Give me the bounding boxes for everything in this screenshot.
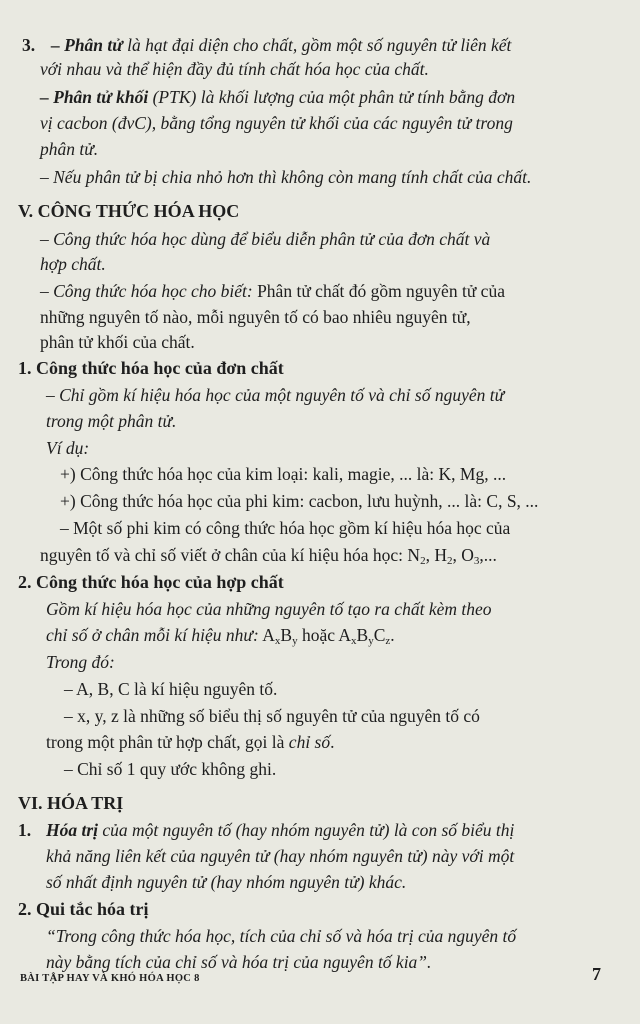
text: .	[330, 732, 335, 752]
compound-formula-line-1: Gồm kí hiệu hóa học của những nguyên tố tạo ra chất kèm theo	[46, 599, 492, 619]
text: (PTK) là khối lượng của một phân tử tính bằng đơn	[148, 87, 516, 107]
molecular-mass-line-2: vị cacbon (đvC), bằng tổng nguyên tử khối của các nguyên tử trong	[40, 113, 513, 133]
subscript: x	[351, 635, 357, 647]
molecule-division-note: – Nếu phân tử bị chia nhỏ hơn thì không còn mang tính chất của chất.	[40, 167, 532, 187]
term-chi-so: chỉ số	[288, 732, 331, 752]
text: ,...	[479, 545, 497, 565]
formula-symbol: B	[280, 625, 293, 645]
element-formula-line-2: trong một phân tử.	[46, 411, 177, 431]
term-hoa-tri: Hóa trị	[46, 820, 99, 840]
compound-formula-line-2	[46, 624, 395, 646]
text: của một nguyên tố (hay nhóm nguyên tử) là con số biểu thị	[98, 820, 515, 840]
text: hoặc A	[297, 625, 352, 645]
text: nguyên tố và chỉ số viết ở chân của kí hiệu hóa học:	[40, 545, 408, 565]
where-item-index-one: – Chỉ số 1 quy ước không ghi.	[64, 759, 277, 779]
where-item-indices-line-2	[46, 731, 335, 753]
subscript: y	[292, 635, 298, 647]
molecular-mass-line-1	[40, 86, 515, 108]
text: là hạt đại diện cho chất, gồm một số nguyên tử liên kết	[122, 35, 512, 55]
section-vi-heading: VI. HÓA TRỊ	[18, 793, 124, 813]
text: – Công thức hóa học cho biết:	[40, 281, 253, 301]
text: Phân tử chất đó gồm nguyên tử của	[252, 281, 505, 301]
subscript: 2	[446, 555, 453, 567]
subscript: z	[385, 635, 391, 647]
formula-meaning-line-1	[40, 280, 505, 302]
valence-definition-line-2: khả năng liên kết của nguyên tử (hay nhóm nguyên tử) này với một	[46, 846, 515, 866]
formula-purpose-line-1: – Công thức hóa học dùng để biểu diễn phân tử của đơn chất và	[40, 229, 491, 249]
text: chỉ số ở chân mỗi kí hiệu như:	[46, 625, 259, 645]
subscript: 3	[473, 555, 480, 567]
subscript: x	[274, 635, 281, 647]
example-label: Ví dụ:	[46, 438, 90, 458]
formula-meaning-line-3: phân tử khối của chất.	[40, 332, 195, 352]
text: .	[390, 625, 395, 645]
formula-meaning-line-2: những nguyên tố nào, mỗi nguyên tố có bao nhiêu nguyên tử,	[40, 307, 471, 327]
book-title-footer: BÀI TẬP HAY VÀ KHÓ HÓA HỌC 8	[20, 973, 200, 984]
text: , O	[452, 545, 474, 565]
subsection-v2-heading: 2. Công thức hóa học của hợp chất	[18, 572, 284, 592]
where-item-symbols: – A, B, C là kí hiệu nguyên tố.	[64, 679, 278, 699]
text: trong một phân tử hợp chất, gọi là	[46, 732, 289, 752]
nonmetal-note-line-1: – Một số phi kim có công thức hóa học gồm kí hiệu hóa học của	[60, 518, 511, 538]
formula-symbol: B	[356, 625, 369, 645]
section-v-heading: V. CÔNG THỨC HÓA HỌC	[18, 201, 240, 221]
molecular-mass-line-3: phân tử.	[40, 139, 99, 159]
page-number: 7	[592, 964, 601, 984]
where-item-indices-line-1: – x, y, z là những số biểu thị số nguyên tử của nguyên tố có	[64, 706, 480, 726]
term-phan-tu-khoi: – Phân tử khối	[40, 87, 149, 107]
molecule-definition-line-2: với nhau và thể hiện đầy đủ tính chất hóa học của chất.	[40, 59, 429, 79]
valence-definition-line-3: số nhất định nguyên tử (hay nhóm nguyên tử) khác.	[46, 872, 407, 892]
subscript: y	[368, 635, 374, 647]
formula-symbol: C	[373, 625, 386, 645]
example-nonmetals: +) Công thức hóa học của phi kim: cacbon, lưu huỳnh, ... là: C, S, ...	[60, 491, 539, 511]
example-metals: +) Công thức hóa học của kim loại: kali, magie, ... là: K, Mg, ...	[60, 464, 507, 484]
item-vi1-number: 1.	[18, 820, 32, 840]
subscript: 2	[420, 555, 426, 567]
text: N	[407, 545, 421, 565]
term-phan-tu: – Phân tử	[51, 35, 123, 55]
text: , H	[425, 545, 447, 565]
subsection-v1-heading: 1. Công thức hóa học của đơn chất	[18, 358, 284, 378]
item-3-number: 3.	[22, 35, 36, 55]
nonmetal-note-line-2	[40, 544, 497, 566]
valence-rule-line-2: này bằng tích của chỉ số và hóa trị của nguyên tố kia”.	[46, 952, 432, 972]
element-formula-line-1: – Chỉ gồm kí hiệu hóa học của một nguyên tố và chỉ số nguyên tử	[46, 385, 505, 405]
where-label: Trong đó:	[46, 652, 115, 672]
formula-symbol: A	[258, 625, 275, 645]
subsection-vi2-heading: 2. Qui tắc hóa trị	[18, 899, 149, 919]
valence-definition-line-1	[46, 819, 514, 841]
valence-rule-line-1: “Trong công thức hóa học, tích của chỉ số và hóa trị của nguyên tố	[46, 926, 517, 946]
formula-purpose-line-2: hợp chất.	[40, 254, 106, 274]
molecule-definition-line-1	[51, 34, 511, 56]
